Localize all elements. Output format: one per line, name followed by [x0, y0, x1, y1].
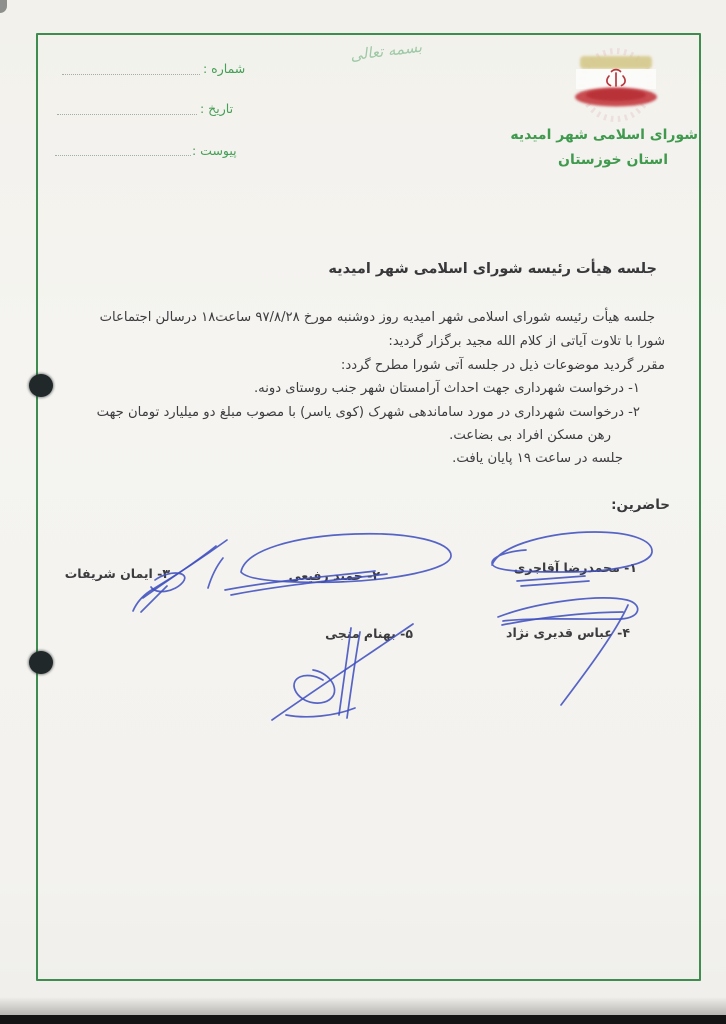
attachment-field-label: پیوست :: [192, 143, 237, 158]
scan-bottom-edge: [0, 1015, 726, 1024]
body-line-1: جلسه هیأت رئیسه شورای اسلامی شهر امیدیه روز دوشنبه مورخ ۹۷/۸/۲۸ ساعت۱۸ درسالن اجتماعات: [99, 310, 655, 325]
hole-punch-bottom: [29, 651, 53, 674]
body-line-3: مقرر گردید موضوعات ذیل در جلسه آتی شورا مطرح گردد:: [340, 358, 665, 373]
attendee-name-4: ۴- عباس قدیری نژاد: [506, 625, 630, 640]
hole-punch-top: [29, 374, 53, 397]
body-closing-line: جلسه در ساعت ۱۹ پایان یافت.: [452, 451, 623, 466]
number-field-dotted-line: [62, 74, 200, 75]
date-field-label: تاریخ :: [200, 101, 234, 116]
body-item-2-line-1: ۲- درخواست شهرداری در مورد ساماندهی شهرک (کوی یاسر) با مصوب مبلغ دو میلیارد تومان جهت: [96, 405, 640, 420]
attendee-name-3: ۳- ایمان شریفات: [64, 566, 170, 581]
signature-2-rafiei: [208, 534, 451, 595]
date-field-dotted-line: [57, 114, 197, 115]
signature-5-monji: [272, 624, 413, 720]
signatures-ink-layer: [55, 520, 680, 735]
body-item-1: ۱- درخواست شهرداری جهت احداث آرامستان شهر جنب روستای دونه.: [253, 381, 640, 396]
signature-4-ghadiri-nejad: [498, 598, 638, 705]
letterhead-border-frame: [36, 33, 701, 981]
org-name-line2: استان خوزستان: [558, 152, 668, 168]
signature-1-aghajari: [492, 532, 652, 586]
body-item-2-line-2: رهن مسکن افراد بی بضاعت.: [449, 428, 611, 443]
iran-flag-emblem-icon: [556, 47, 676, 125]
attachment-field-dotted-line: [55, 155, 191, 156]
scan-corner-artifact: [0, 0, 7, 13]
scan-bottom-shadow: [0, 997, 726, 1016]
number-field-label: شماره :: [203, 61, 246, 76]
document-title: جلسه هیأت رئیسه شورای اسلامی شهر امیدیه: [328, 261, 657, 277]
body-line-2: شورا با تلاوت آیاتی از کلام الله مجید برگزار گردید:: [388, 334, 665, 349]
attendee-name-2: ۲- حمید رفیعی: [288, 568, 380, 583]
basmala-calligraphy: بسمه تعالی: [349, 37, 423, 65]
attendee-name-1: ۱- محمدرضا آقاجری: [513, 560, 637, 575]
attendee-name-5: ۵- بهنام منجی: [325, 626, 413, 641]
attendees-heading: حاضرین:: [611, 497, 670, 513]
org-name-line1: شورای اسلامی شهر امیدیه: [510, 127, 698, 143]
